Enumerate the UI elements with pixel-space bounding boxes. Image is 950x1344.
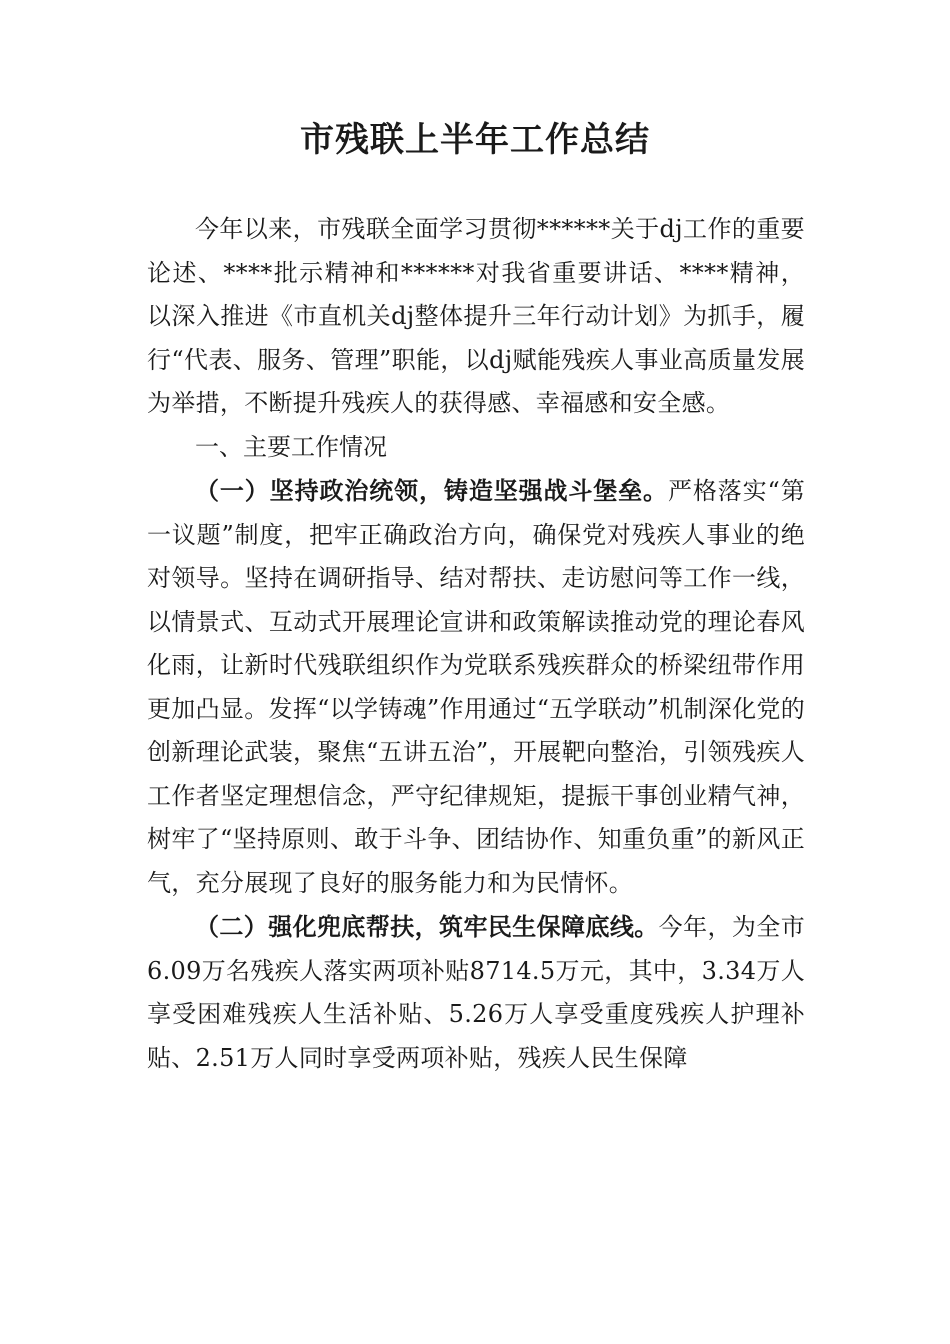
item-2-lead: （二）强化兜底帮扶，筑牢民生保障底线。 xyxy=(195,912,659,941)
item-1-lead: （一）坚持政治统领，铸造坚强战斗堡垒。 xyxy=(195,476,668,505)
item-2-body: 今年，为全市6.09万名残疾人落实两项补贴8714.5万元，其中，3.34万人享受困难残疾人生活补贴、5.26万人享受重度残疾人护理补贴、2.51万人同时享受两项补贴，残疾人民生保障 xyxy=(147,913,805,1072)
paragraph-item-1 xyxy=(147,469,805,905)
intro-paragraph: 今年以来，市残联全面学习贯彻******关于dj工作的重要论述、****批示精神和******对我省重要讲话、****精神，以深入推进《市直机关dj整体提升三年行动计划》为抓手，履行“代表、服务、管理”职能，以dj赋能残疾人事业高质量发展为举措，不断提升残疾人的获得感、幸福感和安全感。 xyxy=(147,215,805,417)
document-body xyxy=(147,208,805,1080)
paragraph-item-2 xyxy=(147,905,805,1080)
document-title: 市残联上半年工作总结 xyxy=(300,120,650,160)
section-heading-main-work: 一、主要工作情况 xyxy=(195,432,387,461)
item-1-body: 严格落实“第一议题”制度，把牢正确政治方向，确保党对残疾人事业的绝对领导。坚持在调研指导、结对帮扶、走访慰问等工作一线，以情景式、互动式开展理论宣讲和政策解读推动党的理论春风化雨，让新时代残联组织作为党联系残疾群众的桥梁纽带作用更加凸显。发挥“以学铸魂”作用通过“五学联动”机制深化党的创新理论武装，聚焦“五讲五治”，开展靶向整治，引领残疾人工作者坚定理想信念，严守纪律规矩，提振干事创业精气神，树牢了“坚持原则、敢于斗争、团结协作、知重负重”的新风正气，充分展现了良好的服务能力和为民情怀。 xyxy=(147,477,806,897)
